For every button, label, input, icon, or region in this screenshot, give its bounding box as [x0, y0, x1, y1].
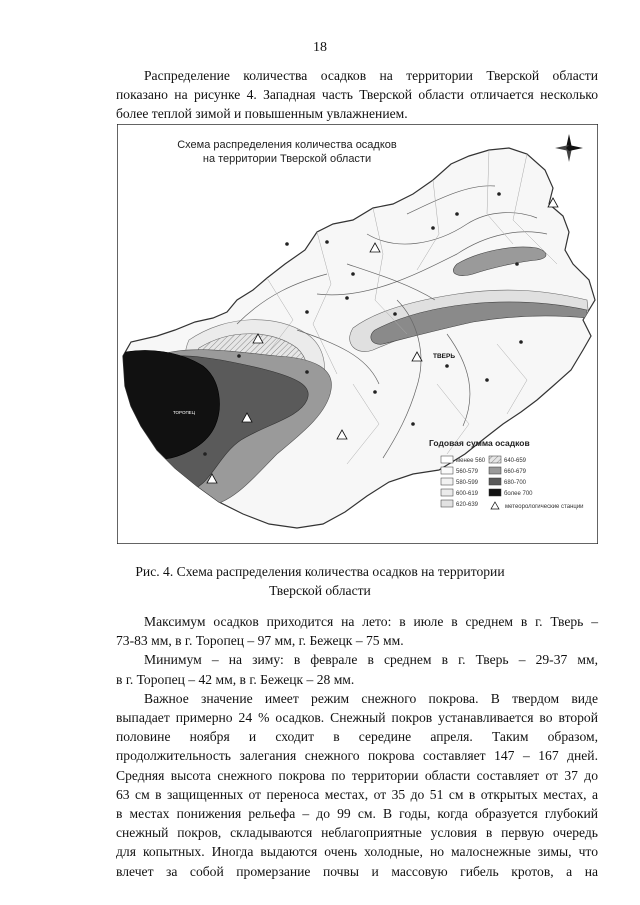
- body-line: 63 см в защищенных от переноса местах, от 35 до 51 см в открытых местах, а: [116, 786, 598, 802]
- legend-swatch: [489, 467, 501, 474]
- legend-label: менее 560: [456, 458, 486, 464]
- body-line: половине ноября и сходит в середине апреля. Таким образом,: [116, 729, 598, 745]
- body-line: для копытных. Иногда выдаются очень холодные, но малоснежные зимы, что: [116, 844, 598, 860]
- city-label-toropets: ТОРОПЕЦ: [173, 410, 196, 415]
- legend-swatch: [489, 489, 501, 496]
- legend-swatch: [489, 456, 501, 463]
- body-line: в местах понижения рельефа – до 99 см. В годы, когда образуется глубокий: [116, 806, 598, 822]
- precipitation-map: [117, 124, 598, 544]
- body-text: [116, 612, 598, 881]
- legend-swatch: [441, 456, 453, 463]
- figure-caption: [0, 562, 640, 600]
- intro-paragraph: [116, 66, 598, 124]
- intro-line: более теплой зимой и повышенным увлажнением.: [116, 106, 408, 122]
- body-line: Важное значение имеет режим снежного покрова. В твердом виде: [144, 690, 598, 706]
- body-line: Минимум – на зиму: в феврале в среднем в г. Тверь – 29-37 мм,: [144, 652, 598, 668]
- legend-swatch: [441, 478, 453, 485]
- legend-label: 580-599: [456, 480, 479, 486]
- legend-label: 660-679: [504, 469, 527, 475]
- legend-label: более 700: [504, 491, 533, 497]
- page-number: 18: [313, 40, 327, 55]
- legend-swatch: [441, 500, 453, 507]
- body-line: продолжительность залегания снежного покрова составляет 147 – 167 дней.: [116, 748, 598, 764]
- city-label-tver: ТВЕРЬ: [433, 353, 456, 360]
- legend-station-label: метеорологические станции: [505, 504, 584, 510]
- body-line: 73-83 мм, в г. Торопец – 97 мм, г. Бежецк – 75 мм.: [116, 633, 404, 649]
- body-line: снежный покров, складываются неблагоприятные условия в первую очередь: [116, 825, 598, 841]
- legend-swatch: [441, 489, 453, 496]
- legend-swatch: [489, 478, 501, 485]
- body-line: влечет за собой промерзание почвы и массовую гибель кротов, а на: [116, 863, 598, 879]
- body-line: в г. Торопец – 42 мм, в г. Бежецк – 28 мм.: [116, 671, 355, 687]
- legend-label: 600-619: [456, 491, 479, 497]
- map-title-line2: на территории Тверской области: [202, 153, 372, 165]
- body-line: Средняя высота снежного покрова по территории области составляет от 37 до: [116, 767, 598, 783]
- intro-line: Распределение количества осадков на территории Тверской области: [144, 68, 598, 83]
- body-line: Максимум осадков приходится на лето: в июле в среднем в г. Тверь –: [144, 614, 598, 629]
- legend-label: 640-659: [504, 458, 527, 464]
- caption-line1: Рис. 4. Схема распределения количества осадков на территории: [135, 564, 505, 579]
- legend-label: 680-700: [504, 480, 527, 486]
- caption-line2: Тверской области: [269, 583, 371, 598]
- legend-label: 560-579: [456, 469, 479, 475]
- legend-label: 620-639: [456, 502, 479, 508]
- body-line: выпадает примерно 24 % осадков. Снежный покров устанавливается во второй: [116, 710, 598, 726]
- legend-swatch: [441, 467, 453, 474]
- intro-line: показано на рисунке 4. Западная часть Тверской области отличается несколько: [116, 87, 598, 103]
- map-title-line1: Схема распределения количества осадков: [177, 139, 397, 151]
- legend-title: Годовая сумма осадков: [429, 438, 530, 448]
